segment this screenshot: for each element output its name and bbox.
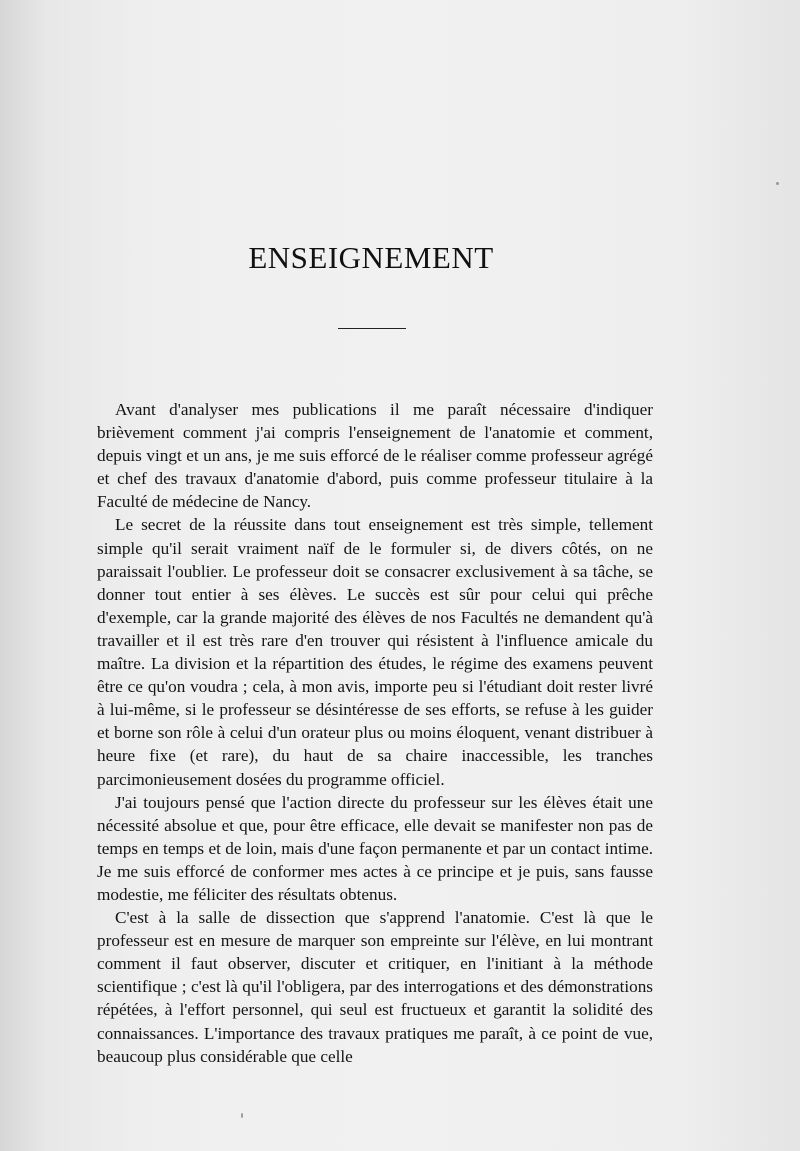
paragraph: Avant d'analyser mes publications il me paraît nécessaire d'indiquer brièvement comment j'ai compris l'enseignement de l'anatomie et comment, depuis vingt et un ans, je me suis efforcé de le réaliser comme professeur agrégé et chef des travaux d'anatomie d'abord, puis comme professeur titulaire à la Faculté de médecine de Nancy. (97, 400, 653, 512)
body-text (97, 398, 653, 1068)
chapter-title: ENSEIGNEMENT (248, 240, 494, 275)
paper-speck (776, 182, 779, 185)
title-rule (338, 328, 406, 329)
paragraph: Le secret de la réussite dans tout enseignement est très simple, tellement simple qu'il serait vraiment naïf de le formuler si, de divers côtés, on ne paraissait l'oublier. Le professeur doit se consacrer exclusivement à sa tâche, se donner tout entier à ses élèves. Le succès est sûr pour celui qui prêche d'exemple, car la grande majorité des élèves de nos Facultés ne demandent qu'à travailler et il est très rare d'en trouver qui résistent à l'influence amicale du maître. La division et la répartition des études, le régime des examens peuvent être ce qu'on voudra ; cela, à mon avis, importe peu si l'étudiant doit rester livré à lui-même, si le professeur se désintéresse de ses efforts, se refuse à les guider et borne son rôle à celui d'un orateur plus ou moins éloquent, venant distribuer à heure fixe (et rare), du haut de sa chaire inaccessible, les tranches parcimonieusement dosées du programme officiel. (97, 515, 653, 789)
paper-speck (241, 1113, 243, 1118)
paragraph: C'est à la salle de dissection que s'apprend l'anatomie. C'est là que le professeur est en mesure de marquer son empreinte sur l'élève, en lui montrant comment il faut observer, discuter et critiquer, en l'initiant à la méthode scientifique ; c'est là qu'il l'obligera, par des interrogations et des démonstrations répétées, à l'effort personnel, qui seul est fructueux et garantit la solidité des connaissances. L'importance des travaux pratiques me paraît, à ce point de vue, beaucoup plus considérable que celle (97, 908, 653, 1066)
paragraph: J'ai toujours pensé que l'action directe du professeur sur les élèves était une nécessité absolue et que, pour être efficace, elle devait se manifester non pas de temps en temps et de loin, mais d'une façon permanente et par un contact intime. Je me suis efforcé de conformer mes actes à ce principe et je puis, sans fausse modestie, me féliciter des résultats obtenus. (97, 792, 653, 904)
